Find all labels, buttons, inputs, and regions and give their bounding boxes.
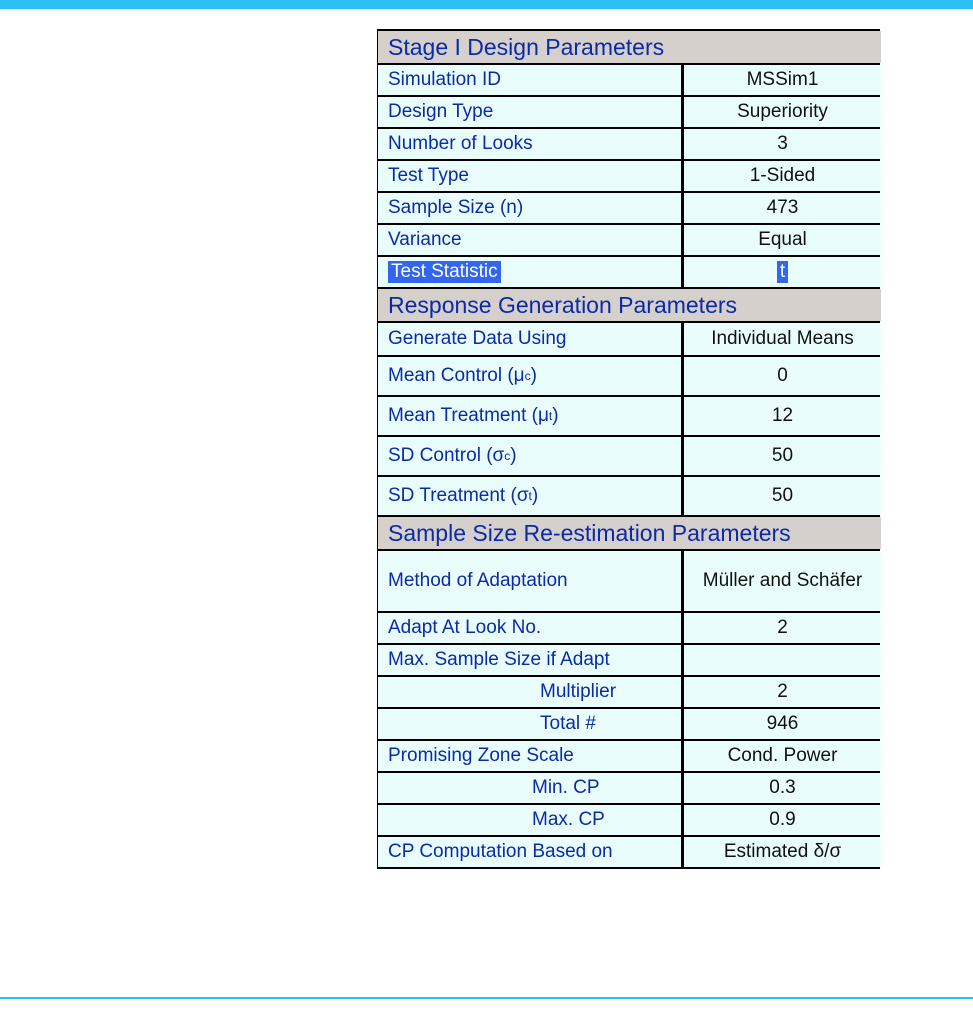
label-mean-control-text: Mean Control (μ — [388, 365, 525, 386]
value-mean-control[interactable]: 0 — [684, 357, 881, 395]
label-generate-data-using[interactable]: Generate Data Using — [378, 323, 681, 355]
label-variance[interactable]: Variance — [378, 225, 681, 255]
value-max-sample-size[interactable] — [684, 645, 881, 675]
value-number-of-looks[interactable]: 3 — [684, 129, 881, 159]
section-header-response-generation: Response Generation Parameters — [378, 289, 881, 321]
value-variance[interactable]: Equal — [684, 225, 881, 255]
label-mean-treatment[interactable] — [378, 397, 681, 435]
value-multiplier[interactable]: 2 — [684, 677, 881, 707]
label-cp-computation[interactable]: CP Computation Based on — [378, 837, 681, 867]
label-test-statistic-cell[interactable] — [378, 257, 681, 287]
label-design-type[interactable]: Design Type — [378, 97, 681, 127]
label-promising-zone-scale[interactable]: Promising Zone Scale — [378, 741, 681, 771]
value-promising-zone-scale[interactable]: Cond. Power — [684, 741, 881, 771]
value-sample-size[interactable]: 473 — [684, 193, 881, 223]
label-adapt-at-look[interactable]: Adapt At Look No. — [378, 613, 681, 643]
label-min-cp[interactable]: Min. CP — [378, 773, 681, 803]
label-sd-control-end: ) — [510, 445, 517, 466]
label-simulation-id[interactable]: Simulation ID — [378, 65, 681, 95]
value-simulation-id[interactable]: MSSim1 — [684, 65, 881, 95]
label-max-sample-size[interactable]: Max. Sample Size if Adapt — [378, 645, 681, 675]
label-mean-control[interactable] — [378, 357, 681, 395]
value-max-cp[interactable]: 0.9 — [684, 805, 881, 835]
label-mean-treatment-sub: t — [548, 409, 553, 423]
label-test-statistic: Test Statistic — [388, 261, 501, 283]
value-generate-data-using[interactable]: Individual Means — [684, 323, 881, 355]
label-sd-control[interactable] — [378, 437, 681, 475]
label-number-of-looks[interactable]: Number of Looks — [378, 129, 681, 159]
label-sd-treatment-end: ) — [531, 485, 539, 506]
label-total[interactable]: Total # — [378, 709, 681, 739]
value-test-type[interactable]: 1-Sided — [684, 161, 881, 191]
value-min-cp[interactable]: 0.3 — [684, 773, 881, 803]
value-cp-computation[interactable]: Estimated δ/σ — [684, 837, 881, 867]
bottom-divider — [0, 997, 973, 999]
label-sd-treatment-text: SD Treatment (σ — [388, 485, 529, 506]
value-total[interactable]: 946 — [684, 709, 881, 739]
value-test-statistic-cell[interactable] — [684, 257, 881, 287]
label-sd-treatment-sub: t — [528, 489, 532, 503]
value-sd-treatment[interactable]: 50 — [684, 477, 881, 515]
label-max-cp[interactable]: Max. CP — [378, 805, 681, 835]
label-sd-control-sub: c — [504, 449, 511, 463]
value-adapt-at-look[interactable]: 2 — [684, 613, 881, 643]
top-accent-bar — [0, 0, 973, 9]
section-header-sample-size-reestimation: Sample Size Re-estimation Parameters — [378, 517, 881, 549]
parameters-table — [377, 29, 880, 869]
label-mean-treatment-text: Mean Treatment (μ — [388, 405, 549, 426]
label-multiplier[interactable]: Multiplier — [378, 677, 681, 707]
section-header-stage-design: Stage I Design Parameters — [378, 31, 881, 63]
label-mean-control-sub: c — [524, 369, 531, 383]
label-sample-size[interactable]: Sample Size (n) — [378, 193, 681, 223]
label-mean-treatment-end: ) — [552, 405, 559, 426]
value-design-type[interactable]: Superiority — [684, 97, 881, 127]
label-mean-control-end: ) — [530, 365, 537, 386]
value-sd-control[interactable]: 50 — [684, 437, 881, 475]
value-mean-treatment[interactable]: 12 — [684, 397, 881, 435]
label-sd-control-text: SD Control (σ — [388, 445, 505, 466]
label-sd-treatment[interactable] — [378, 477, 681, 515]
value-method-of-adaptation[interactable]: Müller and Schäfer — [684, 551, 881, 611]
value-test-statistic: t — [777, 261, 788, 283]
label-method-of-adaptation[interactable]: Method of Adaptation — [378, 551, 681, 611]
label-test-type[interactable]: Test Type — [378, 161, 681, 191]
